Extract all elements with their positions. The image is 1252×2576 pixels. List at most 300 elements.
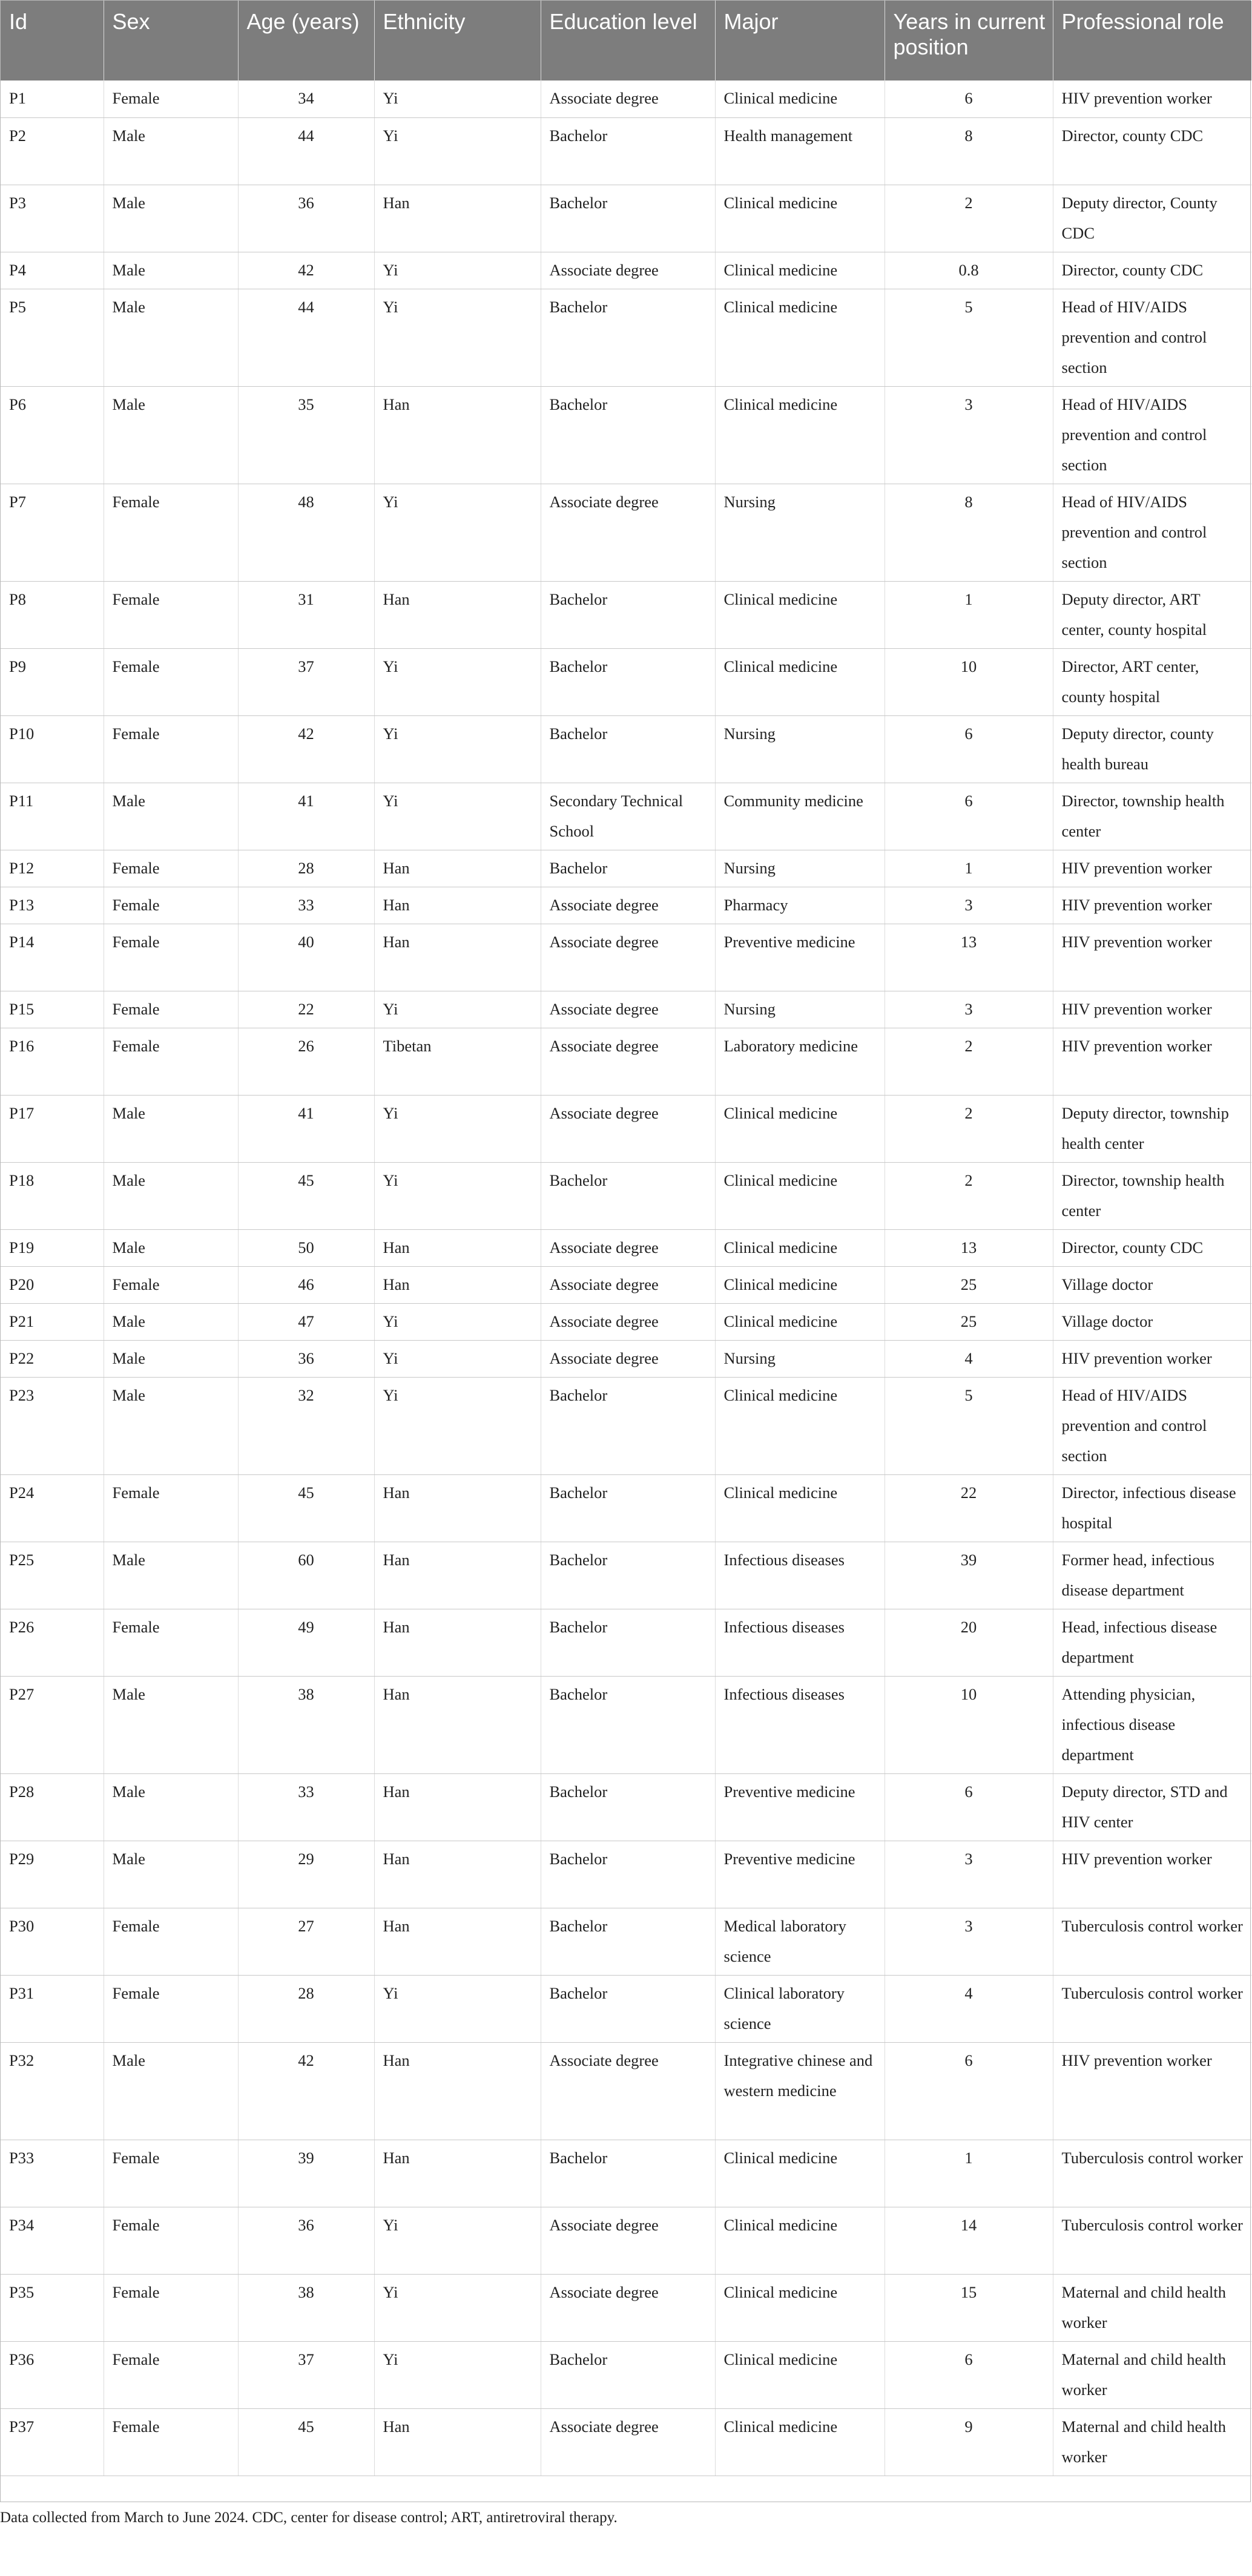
table-row <box>1 1095 1251 1162</box>
cell-age: 42 <box>238 715 374 783</box>
cell-id: P37 <box>1 2408 104 2476</box>
cell-major: Clinical medicine <box>715 252 885 289</box>
cell-role: Director, township health center <box>1053 1162 1251 1229</box>
cell-role: Tuberculosis control worker <box>1053 2140 1251 2207</box>
table-row <box>1 1773 1251 1841</box>
cell-education: Associate degree <box>541 484 715 581</box>
cell-education: Associate degree <box>541 1229 715 1266</box>
cell-sex: Male <box>104 1303 238 1340</box>
cell-sex: Male <box>104 2042 238 2140</box>
cell-age: 37 <box>238 648 374 715</box>
cell-ethnicity: Han <box>374 1676 541 1773</box>
cell-age: 46 <box>238 1266 374 1303</box>
table-row <box>1 289 1251 386</box>
table-row <box>1 1340 1251 1377</box>
table-row <box>1 2341 1251 2408</box>
cell-education: Associate degree <box>541 252 715 289</box>
cell-id: P36 <box>1 2341 104 2408</box>
cell-age: 35 <box>238 386 374 484</box>
cell-major: Clinical medicine <box>715 1266 885 1303</box>
cell-age: 31 <box>238 581 374 648</box>
header-role: Professional role <box>1053 1 1251 80</box>
cell-years: 20 <box>885 1609 1053 1676</box>
cell-major: Clinical medicine <box>715 2274 885 2341</box>
cell-role: Head of HIV/AIDS prevention and control section <box>1053 484 1251 581</box>
cell-major: Clinical medicine <box>715 2140 885 2207</box>
cell-years: 10 <box>885 1676 1053 1773</box>
cell-sex: Male <box>104 1542 238 1609</box>
cell-role: Maternal and child health worker <box>1053 2408 1251 2476</box>
cell-education: Bachelor <box>541 289 715 386</box>
cell-ethnicity: Han <box>374 850 541 887</box>
cell-years: 2 <box>885 1095 1053 1162</box>
cell-education: Associate degree <box>541 887 715 924</box>
header-major: Major <box>715 1 885 80</box>
cell-age: 42 <box>238 2042 374 2140</box>
table-row <box>1 1229 1251 1266</box>
cell-sex: Female <box>104 80 238 117</box>
cell-id: P29 <box>1 1841 104 1908</box>
cell-years: 15 <box>885 2274 1053 2341</box>
cell-major: Clinical medicine <box>715 185 885 252</box>
cell-id: P5 <box>1 289 104 386</box>
table-row <box>1 991 1251 1028</box>
cell-years: 5 <box>885 289 1053 386</box>
table-row <box>1 1841 1251 1908</box>
cell-role: Director, county CDC <box>1053 1229 1251 1266</box>
cell-ethnicity: Yi <box>374 252 541 289</box>
table-row <box>1 1542 1251 1609</box>
cell-major: Clinical medicine <box>715 1474 885 1542</box>
cell-education: Bachelor <box>541 648 715 715</box>
cell-role: HIV prevention worker <box>1053 887 1251 924</box>
cell-years: 1 <box>885 850 1053 887</box>
cell-sex: Female <box>104 924 238 991</box>
cell-role: HIV prevention worker <box>1053 80 1251 117</box>
cell-years: 2 <box>885 185 1053 252</box>
cell-major: Nursing <box>715 991 885 1028</box>
cell-major: Pharmacy <box>715 887 885 924</box>
cell-ethnicity: Han <box>374 581 541 648</box>
cell-education: Associate degree <box>541 2207 715 2274</box>
cell-years: 10 <box>885 648 1053 715</box>
cell-ethnicity: Yi <box>374 80 541 117</box>
cell-major: Clinical medicine <box>715 80 885 117</box>
cell-years: 13 <box>885 924 1053 991</box>
cell-age: 33 <box>238 1773 374 1841</box>
cell-id: P24 <box>1 1474 104 1542</box>
cell-id: P30 <box>1 1908 104 1975</box>
cell-sex: Male <box>104 1773 238 1841</box>
cell-role: Maternal and child health worker <box>1053 2274 1251 2341</box>
header-years: Years in current position <box>885 1 1053 80</box>
cell-years: 2 <box>885 1162 1053 1229</box>
cell-role: HIV prevention worker <box>1053 1340 1251 1377</box>
cell-ethnicity: Han <box>374 1841 541 1908</box>
cell-age: 60 <box>238 1542 374 1609</box>
cell-age: 28 <box>238 850 374 887</box>
cell-years: 3 <box>885 1908 1053 1975</box>
cell-age: 44 <box>238 289 374 386</box>
cell-major: Clinical medicine <box>715 1377 885 1474</box>
cell-sex: Female <box>104 2207 238 2274</box>
cell-sex: Male <box>104 289 238 386</box>
cell-sex: Female <box>104 1908 238 1975</box>
cell-education: Associate degree <box>541 2408 715 2476</box>
cell-ethnicity: Han <box>374 2408 541 2476</box>
cell-role: HIV prevention worker <box>1053 850 1251 887</box>
cell-major: Clinical medicine <box>715 2207 885 2274</box>
cell-age: 32 <box>238 1377 374 1474</box>
cell-education: Associate degree <box>541 924 715 991</box>
cell-ethnicity: Yi <box>374 1303 541 1340</box>
cell-major: Preventive medicine <box>715 1773 885 1841</box>
cell-id: P3 <box>1 185 104 252</box>
participants-table <box>1 1 1251 2516</box>
cell-role: Deputy director, county health bureau <box>1053 715 1251 783</box>
cell-id: P14 <box>1 924 104 991</box>
cell-years: 3 <box>885 991 1053 1028</box>
cell-ethnicity: Yi <box>374 1095 541 1162</box>
cell-years: 0.8 <box>885 252 1053 289</box>
cell-sex: Female <box>104 1609 238 1676</box>
cell-id: P13 <box>1 887 104 924</box>
cell-id: P18 <box>1 1162 104 1229</box>
cell-years: 22 <box>885 1474 1053 1542</box>
cell-role: Tuberculosis control worker <box>1053 2207 1251 2274</box>
table-row <box>1 783 1251 850</box>
cell-education: Associate degree <box>541 80 715 117</box>
cell-years: 2 <box>885 1028 1053 1095</box>
cell-age: 39 <box>238 2140 374 2207</box>
cell-role: Deputy director, ART center, county hospital <box>1053 581 1251 648</box>
cell-education: Associate degree <box>541 1303 715 1340</box>
cell-ethnicity: Yi <box>374 117 541 185</box>
cell-major: Laboratory medicine <box>715 1028 885 1095</box>
table-row <box>1 185 1251 252</box>
cell-ethnicity: Yi <box>374 484 541 581</box>
cell-education: Bachelor <box>541 1841 715 1908</box>
cell-age: 47 <box>238 1303 374 1340</box>
cell-id: P9 <box>1 648 104 715</box>
cell-id: P6 <box>1 386 104 484</box>
cell-ethnicity: Yi <box>374 1340 541 1377</box>
table-row <box>1 2140 1251 2207</box>
cell-id: P26 <box>1 1609 104 1676</box>
cell-sex: Male <box>104 1162 238 1229</box>
cell-id: P10 <box>1 715 104 783</box>
cell-id: P15 <box>1 991 104 1028</box>
cell-major: Clinical medicine <box>715 1095 885 1162</box>
table-row <box>1 1474 1251 1542</box>
cell-years: 3 <box>885 386 1053 484</box>
cell-major: Preventive medicine <box>715 1841 885 1908</box>
table-row <box>1 1028 1251 1095</box>
cell-ethnicity: Han <box>374 1266 541 1303</box>
cell-major: Medical laboratory science <box>715 1908 885 1975</box>
cell-role: HIV prevention worker <box>1053 2042 1251 2140</box>
cell-role: Village doctor <box>1053 1266 1251 1303</box>
cell-major: Clinical medicine <box>715 1162 885 1229</box>
cell-sex: Female <box>104 1266 238 1303</box>
cell-role: Maternal and child health worker <box>1053 2341 1251 2408</box>
cell-age: 22 <box>238 991 374 1028</box>
cell-sex: Male <box>104 252 238 289</box>
cell-education: Bachelor <box>541 185 715 252</box>
cell-role: Director, township health center <box>1053 783 1251 850</box>
cell-age: 45 <box>238 2408 374 2476</box>
cell-education: Associate degree <box>541 991 715 1028</box>
cell-id: P17 <box>1 1095 104 1162</box>
cell-major: Clinical medicine <box>715 1229 885 1266</box>
cell-sex: Female <box>104 715 238 783</box>
cell-sex: Female <box>104 887 238 924</box>
cell-age: 36 <box>238 1340 374 1377</box>
cell-id: P4 <box>1 252 104 289</box>
cell-id: P16 <box>1 1028 104 1095</box>
cell-education: Bachelor <box>541 1676 715 1773</box>
cell-ethnicity: Han <box>374 887 541 924</box>
cell-sex: Male <box>104 1676 238 1773</box>
cell-major: Nursing <box>715 715 885 783</box>
header-row <box>1 1 1251 80</box>
cell-age: 26 <box>238 1028 374 1095</box>
cell-role: Deputy director, County CDC <box>1053 185 1251 252</box>
cell-education: Associate degree <box>541 1340 715 1377</box>
table-row <box>1 2042 1251 2140</box>
cell-major: Clinical medicine <box>715 386 885 484</box>
table-row <box>1 80 1251 117</box>
cell-ethnicity: Han <box>374 1542 541 1609</box>
cell-role: Director, county CDC <box>1053 252 1251 289</box>
table-row <box>1 648 1251 715</box>
table-row <box>1 2274 1251 2341</box>
cell-ethnicity: Yi <box>374 648 541 715</box>
cell-ethnicity: Tibetan <box>374 1028 541 1095</box>
cell-role: Director, ART center, county hospital <box>1053 648 1251 715</box>
cell-id: P33 <box>1 2140 104 2207</box>
cell-sex: Male <box>104 1340 238 1377</box>
cell-years: 8 <box>885 117 1053 185</box>
cell-education: Bachelor <box>541 1542 715 1609</box>
cell-years: 6 <box>885 80 1053 117</box>
cell-ethnicity: Han <box>374 2140 541 2207</box>
cell-age: 40 <box>238 924 374 991</box>
cell-years: 3 <box>885 1841 1053 1908</box>
cell-role: Attending physician, infectious disease department <box>1053 1676 1251 1773</box>
cell-sex: Male <box>104 783 238 850</box>
cell-years: 6 <box>885 715 1053 783</box>
cell-education: Bachelor <box>541 1975 715 2042</box>
cell-sex: Female <box>104 2140 238 2207</box>
cell-education: Associate degree <box>541 2042 715 2140</box>
header-sex: Sex <box>104 1 238 80</box>
cell-major: Integrative chinese and western medicine <box>715 2042 885 2140</box>
cell-age: 48 <box>238 484 374 581</box>
cell-major: Community medicine <box>715 783 885 850</box>
table-row <box>1 484 1251 581</box>
cell-education: Bachelor <box>541 1474 715 1542</box>
cell-ethnicity: Yi <box>374 2274 541 2341</box>
cell-ethnicity: Yi <box>374 1162 541 1229</box>
table-row <box>1 1377 1251 1474</box>
cell-sex: Female <box>104 648 238 715</box>
cell-ethnicity: Yi <box>374 715 541 783</box>
cell-major: Clinical medicine <box>715 648 885 715</box>
cell-id: P11 <box>1 783 104 850</box>
cell-age: 38 <box>238 1676 374 1773</box>
table-row <box>1 1908 1251 1975</box>
cell-id: P25 <box>1 1542 104 1609</box>
cell-age: 29 <box>238 1841 374 1908</box>
cell-role: Head, infectious disease department <box>1053 1609 1251 1676</box>
cell-years: 13 <box>885 1229 1053 1266</box>
cell-ethnicity: Han <box>374 924 541 991</box>
header-age: Age (years) <box>238 1 374 80</box>
table-row <box>1 1676 1251 1773</box>
header-id: Id <box>1 1 104 80</box>
table-footnote: Data collected from March to June 2024. CDC, center for disease control; ART, antiretroviral therapy. <box>0 2509 618 2526</box>
cell-major: Clinical medicine <box>715 289 885 386</box>
table-row <box>1 117 1251 185</box>
table-row <box>1 1609 1251 1676</box>
cell-sex: Female <box>104 1975 238 2042</box>
cell-ethnicity: Han <box>374 1229 541 1266</box>
cell-major: Clinical medicine <box>715 2341 885 2408</box>
cell-major: Clinical laboratory science <box>715 1975 885 2042</box>
cell-sex: Female <box>104 1028 238 1095</box>
cell-sex: Male <box>104 1377 238 1474</box>
cell-role: Director, infectious disease hospital <box>1053 1474 1251 1542</box>
cell-years: 8 <box>885 484 1053 581</box>
cell-sex: Male <box>104 1229 238 1266</box>
cell-age: 44 <box>238 117 374 185</box>
cell-role: HIV prevention worker <box>1053 924 1251 991</box>
cell-age: 45 <box>238 1162 374 1229</box>
cell-sex: Male <box>104 117 238 185</box>
cell-education: Bachelor <box>541 386 715 484</box>
header-education: Education level <box>541 1 715 80</box>
cell-id: P20 <box>1 1266 104 1303</box>
cell-age: 45 <box>238 1474 374 1542</box>
cell-age: 34 <box>238 80 374 117</box>
cell-id: P32 <box>1 2042 104 2140</box>
cell-id: P28 <box>1 1773 104 1841</box>
cell-age: 41 <box>238 1095 374 1162</box>
cell-age: 49 <box>238 1609 374 1676</box>
cell-sex: Male <box>104 386 238 484</box>
cell-education: Bachelor <box>541 581 715 648</box>
cell-age: 41 <box>238 783 374 850</box>
cell-role: Deputy director, township health center <box>1053 1095 1251 1162</box>
cell-id: P34 <box>1 2207 104 2274</box>
cell-ethnicity: Yi <box>374 289 541 386</box>
cell-years: 6 <box>885 783 1053 850</box>
cell-sex: Female <box>104 1474 238 1542</box>
cell-sex: Male <box>104 1841 238 1908</box>
cell-sex: Female <box>104 991 238 1028</box>
cell-sex: Female <box>104 581 238 648</box>
table-header <box>1 1 1251 80</box>
cell-years: 25 <box>885 1266 1053 1303</box>
cell-id: P7 <box>1 484 104 581</box>
cell-role: Head of HIV/AIDS prevention and control section <box>1053 386 1251 484</box>
table-row <box>1 386 1251 484</box>
cell-education: Bachelor <box>541 1377 715 1474</box>
cell-age: 50 <box>238 1229 374 1266</box>
cell-id: P12 <box>1 850 104 887</box>
table-body <box>1 80 1251 2516</box>
cell-id: P22 <box>1 1340 104 1377</box>
cell-ethnicity: Yi <box>374 783 541 850</box>
cell-sex: Female <box>104 2408 238 2476</box>
cell-ethnicity: Yi <box>374 2207 541 2274</box>
cell-role: Director, county CDC <box>1053 117 1251 185</box>
cell-major: Preventive medicine <box>715 924 885 991</box>
header-ethnicity: Ethnicity <box>374 1 541 80</box>
cell-education: Bachelor <box>541 1908 715 1975</box>
cell-education: Associate degree <box>541 1028 715 1095</box>
cell-id: P19 <box>1 1229 104 1266</box>
cell-years: 6 <box>885 2341 1053 2408</box>
cell-major: Nursing <box>715 1340 885 1377</box>
cell-major: Health management <box>715 117 885 185</box>
cell-education: Bachelor <box>541 850 715 887</box>
cell-major: Clinical medicine <box>715 581 885 648</box>
table-row <box>1 715 1251 783</box>
table-row <box>1 2207 1251 2274</box>
cell-role: Deputy director, STD and HIV center <box>1053 1773 1251 1841</box>
cell-id: P31 <box>1 1975 104 2042</box>
cell-education: Bachelor <box>541 117 715 185</box>
cell-years: 6 <box>885 1773 1053 1841</box>
cell-role: Tuberculosis control worker <box>1053 1908 1251 1975</box>
cell-role: Head of HIV/AIDS prevention and control section <box>1053 1377 1251 1474</box>
table-row <box>1 1162 1251 1229</box>
table-row <box>1 887 1251 924</box>
cell-years: 4 <box>885 1975 1053 2042</box>
cell-years: 39 <box>885 1542 1053 1609</box>
cell-years: 25 <box>885 1303 1053 1340</box>
cell-role: Tuberculosis control worker <box>1053 1975 1251 2042</box>
cell-id: P1 <box>1 80 104 117</box>
cell-major: Infectious diseases <box>715 1609 885 1676</box>
cell-age: 36 <box>238 2207 374 2274</box>
cell-education: Bachelor <box>541 715 715 783</box>
cell-major: Infectious diseases <box>715 1542 885 1609</box>
cell-role: Head of HIV/AIDS prevention and control section <box>1053 289 1251 386</box>
cell-education: Associate degree <box>541 1095 715 1162</box>
cell-id: P8 <box>1 581 104 648</box>
cell-years: 3 <box>885 887 1053 924</box>
cell-id: P23 <box>1 1377 104 1474</box>
cell-role: HIV prevention worker <box>1053 1841 1251 1908</box>
cell-major: Clinical medicine <box>715 1303 885 1340</box>
cell-ethnicity: Han <box>374 1609 541 1676</box>
cell-age: 28 <box>238 1975 374 2042</box>
cell-id: P21 <box>1 1303 104 1340</box>
cell-age: 37 <box>238 2341 374 2408</box>
cell-education: Associate degree <box>541 2274 715 2341</box>
cell-age: 38 <box>238 2274 374 2341</box>
cell-ethnicity: Han <box>374 185 541 252</box>
cell-ethnicity: Han <box>374 1474 541 1542</box>
cell-role: HIV prevention worker <box>1053 991 1251 1028</box>
cell-major: Clinical medicine <box>715 2408 885 2476</box>
cell-sex: Male <box>104 1095 238 1162</box>
table-row <box>1 1975 1251 2042</box>
cell-education: Bachelor <box>541 2140 715 2207</box>
